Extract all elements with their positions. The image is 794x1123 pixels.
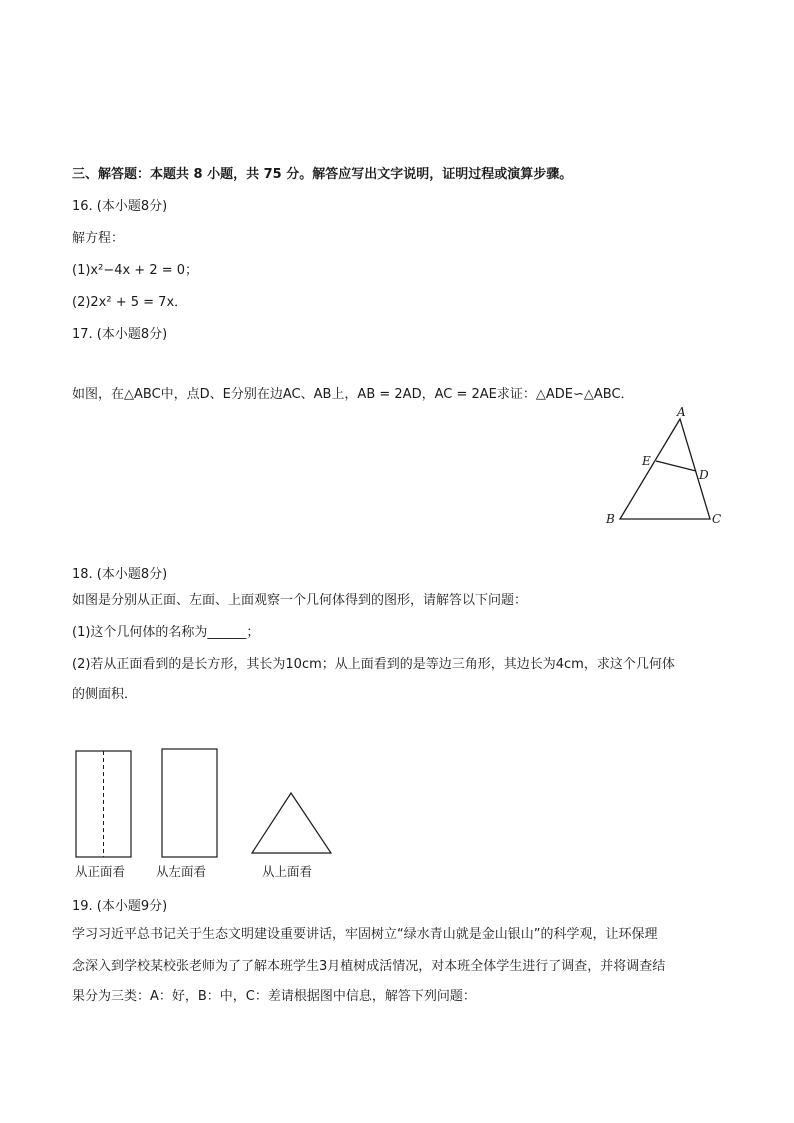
point-e-label: E xyxy=(642,454,651,468)
segment-de xyxy=(656,461,696,471)
question-17-text: 如图，在△ABC中，点D、E分别在边AC、AB上，AB = 2AD，AC = 2AE求证：△ADE∽△ABC． xyxy=(72,387,634,402)
top-view-triangle xyxy=(252,793,331,853)
question-18-header: 18. (本小题8分) xyxy=(72,567,168,582)
triangle-abc-figure xyxy=(600,405,730,535)
question-18-text: 如图是分别从正面、左面、上面观察一个几何体得到的图形，请解答以下问题： xyxy=(72,593,528,608)
question-19-header: 19. (本小题9分) xyxy=(72,899,168,914)
question-16-prompt: 解方程： xyxy=(72,231,125,246)
question-16-header: 16. (本小题8分) xyxy=(72,199,168,214)
left-view-caption: 从左面看 xyxy=(156,864,207,879)
three-views-figure xyxy=(70,745,340,860)
question-18-part-1: (1)这个几何体的名称为______； xyxy=(72,625,260,640)
left-view-rectangle xyxy=(162,749,217,857)
question-18-part-2-line-2: 的侧面积． xyxy=(72,687,138,702)
question-17-header: 17. (本小题8分) xyxy=(72,327,168,342)
point-d-label: D xyxy=(699,468,709,482)
top-view-caption: 从上面看 xyxy=(262,864,313,879)
front-view-caption: 从正面看 xyxy=(75,864,126,879)
question-18-part-2-line-1: (2)若从正面看到的是长方形，其长为10cm；从上面看到的是等边三角形，其边长为4cm，求这个几何体 xyxy=(72,657,675,672)
vertex-a-label: A xyxy=(677,405,686,419)
vertex-c-label: C xyxy=(712,512,722,526)
vertex-b-label: B xyxy=(606,512,615,526)
question-19-line-1: 学习习近平总书记关于生态文明建设重要讲话，牢固树立“绿水青山就是金山银山”的科学观，让环保理 xyxy=(72,927,658,942)
question-16-part-2: (2)2x² + 5 = 7x． xyxy=(72,295,188,310)
section-heading: 三、解答题：本题共 8 小题，共 75 分。解答应写出文字说明，证明过程或演算步骤。 xyxy=(72,167,573,182)
question-19-line-2: 念深入到学校某校张老师为了了解本班学生3月植树成活情况，对本班全体学生进行了调查，并将调查结 xyxy=(72,959,666,974)
question-16-part-1: (1)x²−4x + 2 = 0； xyxy=(72,263,199,278)
question-19-line-3: 果分为三类：A：好，B：中，C：差请根据图中信息，解答下列问题： xyxy=(72,989,476,1004)
triangle-abc xyxy=(620,419,710,519)
